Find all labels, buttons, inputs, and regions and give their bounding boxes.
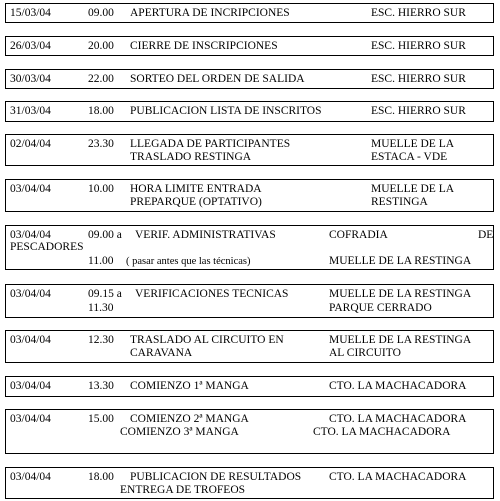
row-time: 09.15 a: [88, 288, 122, 300]
row-date: 03/04/04: [10, 229, 51, 241]
row-place: MUELLE DE LA RESTINGA: [329, 255, 472, 267]
schedule-row: [5, 409, 494, 454]
row-time: 22.00: [88, 73, 114, 85]
row-place: ESC. HIERRO SUR: [371, 7, 466, 19]
row-time: 18.00: [88, 105, 114, 117]
row-place: DE: [478, 229, 494, 241]
row-event: SORTEO DEL ORDEN DE SALIDA: [130, 73, 305, 85]
row-time: 09.00: [88, 7, 114, 19]
row-event: PUBLICACION LISTA DE INSCRITOS: [130, 105, 322, 117]
row-date: 03/04/04: [10, 183, 51, 195]
row-time: 11.30: [88, 302, 114, 314]
row-event: VERIF. ADMINISTRATIVAS: [135, 229, 276, 241]
row-place: MUELLE DE LA: [371, 183, 455, 195]
row-place: CTO. LA MACHACADORA: [329, 413, 467, 425]
schedule-row: [5, 467, 494, 499]
row-place: ESC. HIERRO SUR: [371, 105, 466, 117]
row-event: CARAVANA: [130, 347, 193, 359]
row-event: TRASLADO AL CIRCUITO EN: [130, 334, 284, 346]
row-place: MUELLE DE LA RESTINGA: [329, 334, 472, 346]
row-event: LLEGADA DE PARTICIPANTES: [130, 138, 291, 150]
schedule-row: [5, 134, 494, 166]
row-time: 13.30: [88, 380, 114, 392]
row-event: ( pasar antes que las técnicas): [126, 256, 251, 267]
row-date: 15/03/04: [10, 7, 51, 19]
row-date: 03/04/04: [10, 413, 51, 425]
row-date: 30/03/04: [10, 73, 51, 85]
row-place: PESCADORES: [10, 241, 84, 253]
row-place: PARQUE CERRADO: [329, 302, 432, 314]
row-event: APERTURA DE INCRIPCIONES: [130, 7, 290, 19]
schedule-row: [5, 3, 494, 23]
schedule-row: [5, 101, 494, 122]
row-place: ESC. HIERRO SUR: [371, 73, 466, 85]
row-place: ESTACA - VDE: [371, 151, 448, 163]
row-place: MUELLE DE LA: [371, 138, 455, 150]
schedule-row: [5, 179, 494, 212]
row-event: CIERRE DE INSCRIPCIONES: [130, 40, 278, 52]
row-time: 11.00: [88, 255, 114, 267]
row-event: ENTREGA DE TROFEOS: [120, 484, 246, 496]
schedule-row: [5, 36, 494, 56]
row-event: COMIENZO 1ª MANGA: [130, 380, 249, 392]
row-event: VERIFICACIONES TECNICAS: [135, 288, 289, 300]
row-place: AL CIRCUITO: [329, 347, 401, 359]
row-event: COMIENZO 3ª MANGA: [120, 426, 239, 438]
row-time: 09.00 a: [88, 229, 122, 241]
schedule-row: [5, 330, 494, 363]
row-place: CTO. LA MACHACADORA: [329, 380, 467, 392]
row-date: 02/04/04: [10, 138, 51, 150]
row-event: COMIENZO 2ª MANGA: [130, 413, 249, 425]
row-event: PUBLICACION DE RESULTADOS: [130, 471, 302, 483]
row-date: 03/04/04: [10, 334, 51, 346]
row-date: 03/04/04: [10, 471, 51, 483]
schedule-row: [5, 69, 494, 89]
row-date: 03/04/04: [10, 380, 51, 392]
row-time: 20.00: [88, 40, 114, 52]
row-date: 31/03/04: [10, 105, 51, 117]
row-place: CTO. LA MACHACADORA: [313, 426, 451, 438]
row-time: 23.30: [88, 138, 114, 150]
row-event: TRASLADO RESTINGA: [130, 151, 252, 163]
schedule-row: [5, 376, 494, 397]
row-time: 18.00: [88, 471, 114, 483]
schedule-row: [5, 284, 494, 318]
schedule-row: [5, 225, 494, 270]
row-time: 10.00: [88, 183, 114, 195]
row-place: RESTINGA: [371, 196, 428, 208]
row-date: 03/04/04: [10, 288, 51, 300]
row-time: 12.30: [88, 334, 114, 346]
row-event: HORA LIMITE ENTRADA: [130, 183, 262, 195]
row-time: 15.00: [88, 413, 114, 425]
row-place: COFRADIA: [329, 229, 388, 241]
row-place: MUELLE DE LA RESTINGA: [329, 288, 472, 300]
row-date: 26/03/04: [10, 40, 51, 52]
row-event: PREPARQUE (OPTATIVO): [130, 196, 262, 208]
row-place: ESC. HIERRO SUR: [371, 40, 466, 52]
row-place: CTO. LA MACHACADORA: [329, 471, 467, 483]
